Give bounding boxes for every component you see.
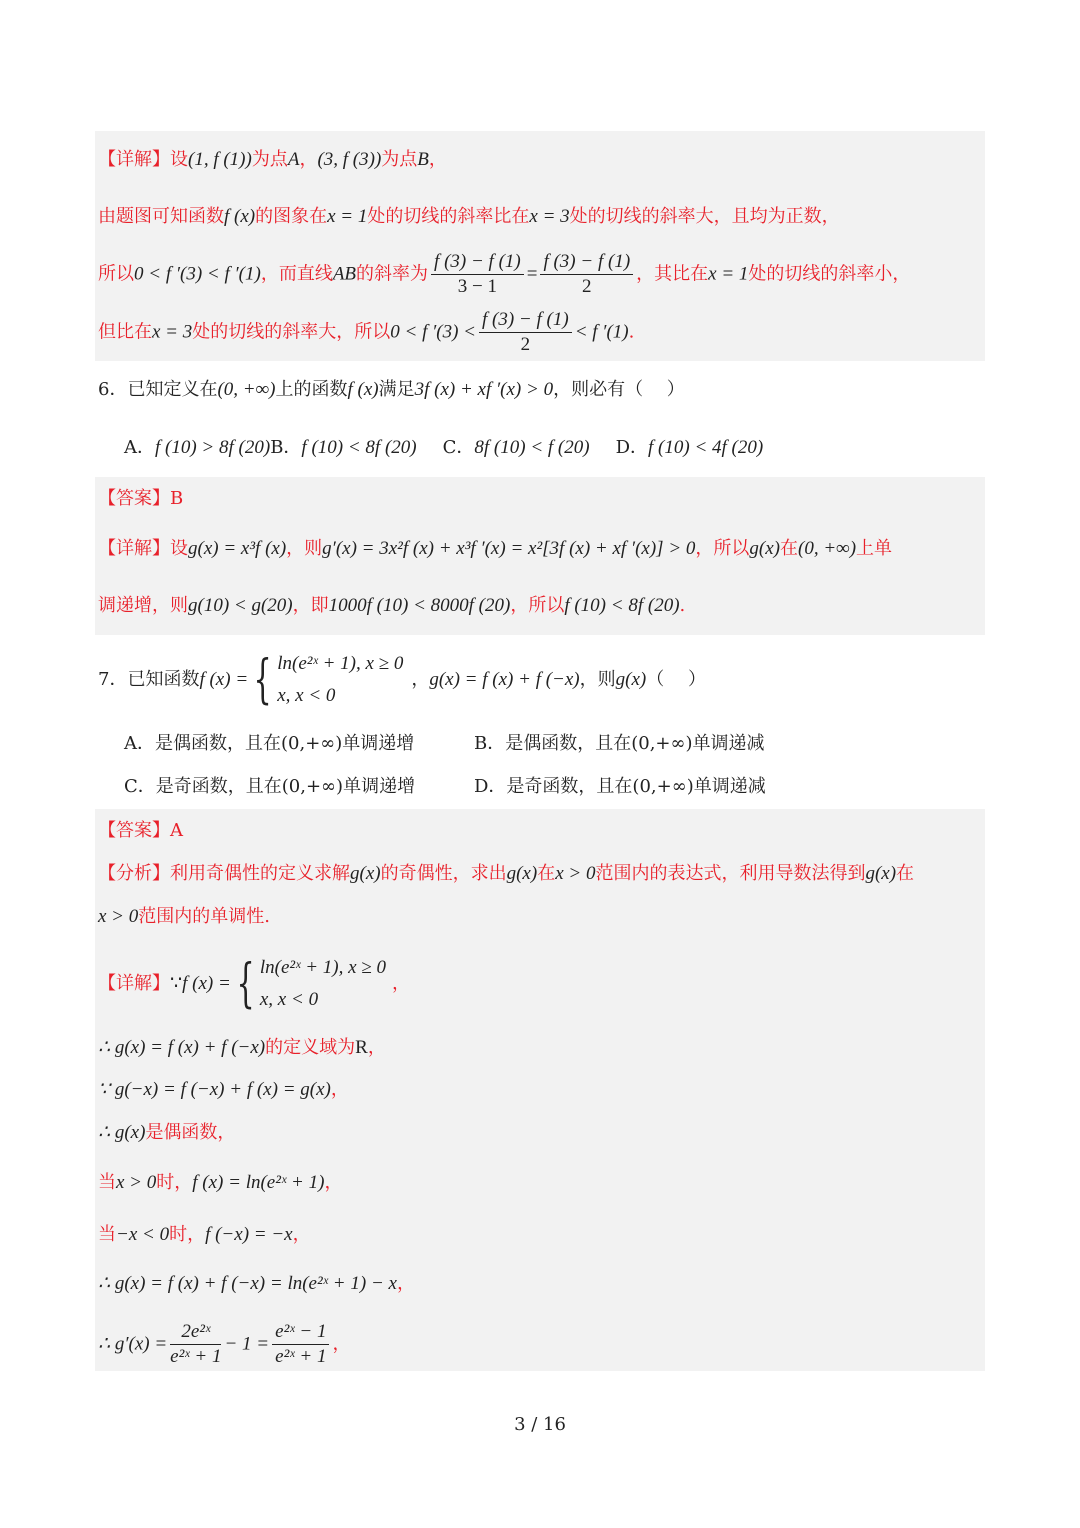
q5-detail-line-4: 但比在x = 3处的切线的斜率大，所以0 < f ′(3) < $\frac{f (3) - f (1)}{2}$ < f ′(1). [98, 309, 635, 355]
q7-detail-step-7: ∴ g′(x) = $\frac{\text{2e²ˣ}}{\text{e²ˣ + 1}}$ − 1 = $\frac{\text{e²ˣ − 1}}{\text{e²ˣ + 1}}$ ， [98, 1321, 351, 1367]
piecewise-cases: ln(e²ˣ + 1), x ≥ 0 x, x < 0 [277, 653, 404, 706]
analysis-label: 【分析】 [98, 863, 170, 884]
option-d: D．f (10) < 4f (20) [615, 437, 764, 458]
q7-analysis-line-1: 【分析】利用奇偶性的定义求解g(x)的奇偶性，求出g(x)在x > 0范围内的表达式，利用导数法得到g(x)在 [98, 863, 915, 884]
fraction: $\frac{f (3) - f (1)}{3 - 1}$ [431, 250, 524, 299]
answer-value: B [170, 488, 184, 509]
q5-detail-line-1: 【详解】设(1, f (1))为点A，(3, f (3))为点B， [98, 149, 447, 170]
q6-answer [98, 487, 183, 511]
q7-detail-step-4: 当x > 0时，f (x) = ln(e²ˣ + 1)， [98, 1172, 343, 1193]
q6-stem: 6．已知定义在(0, +∞)上的函数f (x)满足3f (x) + xf ′(x) > 0，则必有（ ） [98, 379, 685, 400]
q7-option-a: A．是偶函数，且在(0,+∞)单调递增 [124, 733, 415, 754]
answer-value: A [170, 820, 183, 841]
q6-options [124, 436, 763, 460]
q7-detail-step-3: ∴ g(x)是偶函数， [98, 1122, 236, 1143]
q7-stem: 7．已知函数f (x) = { ln(e²ˣ + 1), x ≥ 0 x, x < 0 ，g(x) = f (x) + f (−x)，则g(x)（ ） [98, 650, 706, 710]
q5-detail-line-3: 所以0 < f ′(3) < f ′(1)，而直线AB的斜率为 $\frac{f (3) - f (1)}{3 - 1}$ = $\frac{f (3) - f (1)}{2}$ ，其比在x = 1处的切线的斜率小， [98, 251, 911, 297]
left-brace: { [236, 954, 255, 1014]
q6-detail-line-2: 调递增，则g(10) < g(20)，即1000f (10) < 8000f (20)，所以f (10) < 8f (20). [98, 595, 686, 616]
fraction: $\frac{\text{e²ˣ − 1}}{\text{e²ˣ + 1}}$ [272, 1320, 329, 1369]
q7-detail-line-1: 【详解】∵f (x) = { ln(e²ˣ + 1), x ≥ 0 x, x < 0 ， [98, 954, 410, 1014]
fraction: $\frac{f (3) - f (1)}{2}$ [479, 308, 572, 357]
q7-option-c: C．是奇函数，且在(0,+∞)单调递增 [124, 776, 416, 797]
q7-detail-step-5: 当−x < 0时，f (−x) = −x， [98, 1224, 311, 1245]
q7-analysis-line-2: x > 0范围内的单调性. [98, 906, 270, 927]
q7-option-b: B．是偶函数，且在(0,+∞)单调递减 [474, 733, 765, 754]
q7-detail-step-2: ∵ g(−x) = f (−x) + f (x) = g(x)， [98, 1079, 349, 1100]
detail-label: 【详解】 [98, 149, 170, 170]
q7-answer [98, 819, 183, 843]
answer-label: 【答案】 [98, 820, 170, 841]
answer-label: 【答案】 [98, 488, 170, 509]
q7-detail-step-6: ∴ g(x) = f (x) + f (−x) = ln(e²ˣ + 1) − x， [98, 1273, 415, 1294]
page-number: 3 / 16 [514, 1414, 566, 1435]
q7-detail-step-1: ∴ g(x) = f (x) + f (−x)的定义域为R， [98, 1037, 386, 1058]
q7-option-d: D．是奇函数，且在(0,+∞)单调递减 [474, 776, 766, 797]
left-brace: { [253, 650, 272, 710]
q5-detail-line-2: 由题图可知函数f (x)的图象在x = 1处的切线的斜率比在x = 3处的切线的斜率大，且均为正数， [98, 206, 840, 227]
piecewise-cases: ln(e²ˣ + 1), x ≥ 0 x, x < 0 [259, 957, 386, 1010]
detail-label: 【详解】 [98, 538, 170, 559]
q6-detail-line-1: 【详解】设g(x) = x³f (x)，则g′(x) = 3x²f (x) + x³f ′(x) = x²[3f (x) + xf ′(x)] > 0，所以g(x)在(0, +∞)上单 [98, 538, 893, 559]
detail-label: 【详解】 [98, 973, 170, 994]
option-c: C．8f (10) < f (20) [442, 437, 590, 458]
option-b: B．f (10) < 8f (20) [270, 437, 417, 458]
option-a: A．f (10) > 8f (20) [124, 437, 271, 458]
fraction: $\frac{\text{2e²ˣ}}{\text{e²ˣ + 1}}$ [170, 1321, 222, 1367]
fraction: $\frac{f (3) - f (1)}{2}$ [540, 250, 633, 299]
